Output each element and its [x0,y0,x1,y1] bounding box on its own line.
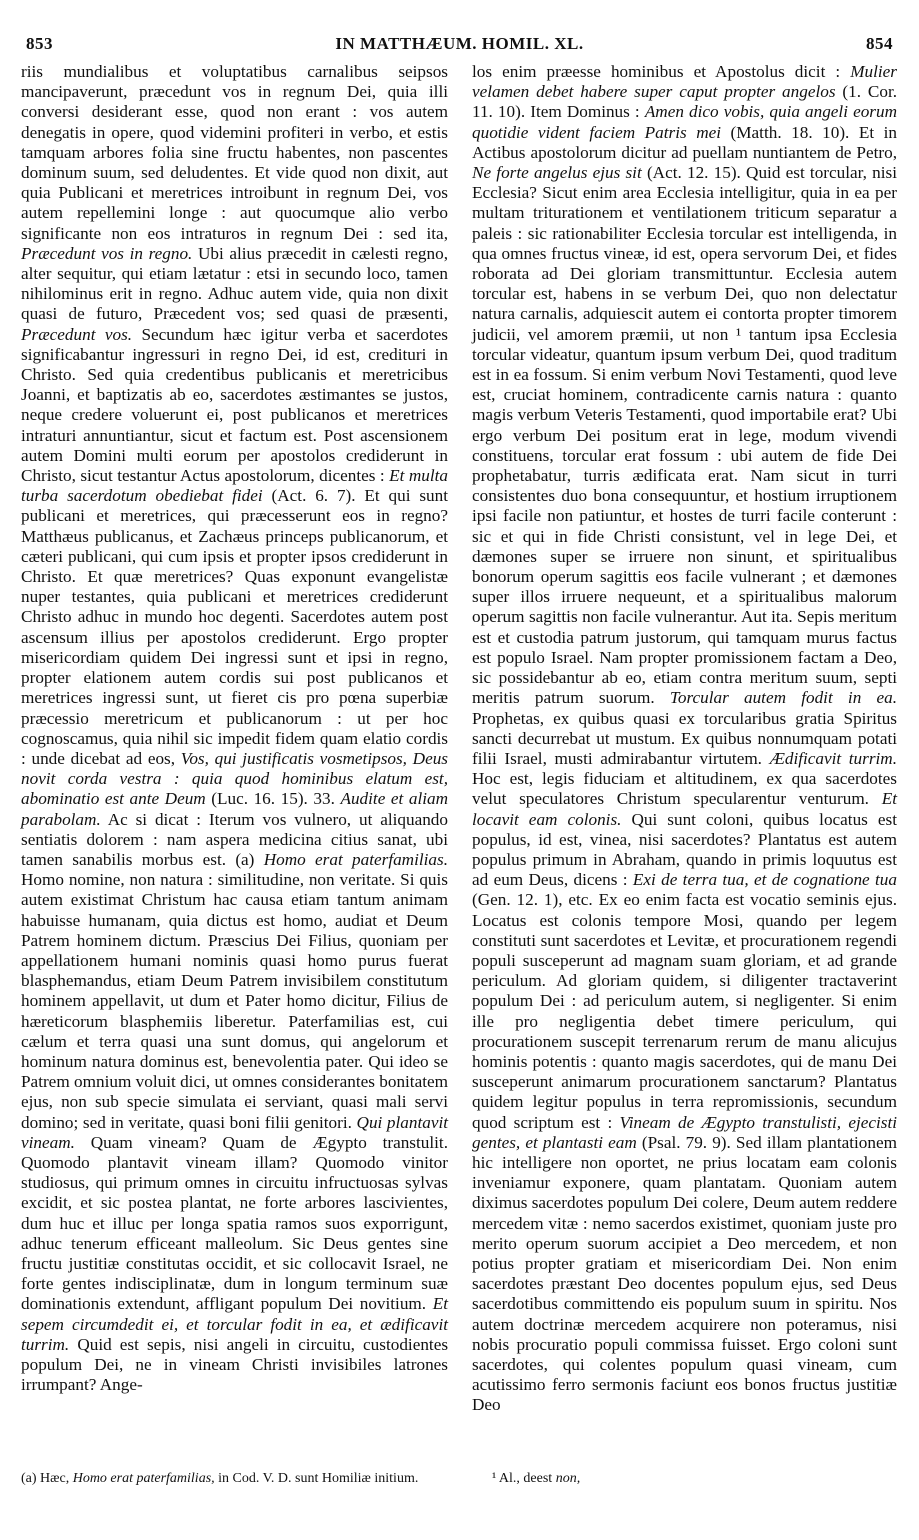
right-column [472,62,897,1416]
left-column [21,62,448,1395]
footnote-left: (a) Hæc, Homo erat paterfamilias, in Cod. V. D. sunt Homiliæ initium. [21,1471,419,1486]
running-title: IN MATTHÆUM. HOMIL. XL. [335,34,584,53]
footnote-right: ¹ Al., deest non, [492,1471,581,1486]
page-number-right: 854 [866,34,893,53]
page-number-left: 853 [26,34,53,53]
left-column-text: riis mundialibus et voluptatibus carnalibus seipsos mancipaverunt, præcedunt vos in regnum Dei, quia illi conversi desiderant esse, quod non erant : vos autem denegatis in opere, quod videmini profiteri in verbo, et estis tamquam arbores folia sine fructu habentes, non pascentes dominum suum, sed deludentes. Et vide quod non dixit, aut quia Publicani et meretrices introibunt in regnum Dei, vos autem repellemini longe : aut quocumque alio verbo significante non eos intraturos in regnum Dei : sed ita, Præcedunt vos in regno. Ubi alius præcedit in cælesti regno, alter sequitur, qui etiam lætatur : etsi in secundo loco, tamen nihilominus erit in regno. Adhuc autem vide, quia non dixit quasi de futuro, Præcedent vos; sed quasi de præsenti, Præcedunt vos. Secundum hæc igitur verba et sacerdotes significabantur ingressuri in regno Dei, id est, credituri in Christo. Sed quia credentibus publicanis et meretricibus Joanni, et baptizatis ab eo, sacerdotes æstimantes se justos, neque credere voluerunt ei, post publicanos et meretrices intraturi annuntiantur, sicut et factum est. Post ascensionem autem Domini multi eorum per apostolos crediderunt in Christo, sicut testantur Actus apostolorum, dicentes : Et multa turba sacerdotum obediebat fidei (Act. 6. 7). Et qui sunt publicani et meretrices, qui præcesserunt eos in regno? Matthæus publicanus, et Zachæus princeps publicanorum, et cæteri publicani, qui cum ipsis et propter ipsos crediderunt in Christo. Et quæ meretrices? Quas exponunt evangelistæ nuper testantes, quia publicani et meretrices crediderunt Christo adhuc in mundo hoc degenti. Sacerdotes autem post ascensum illius per apostolos crediderunt. Ergo propter misericordiam quidem Dei ingressi sunt et ipsi in regno, propter elationem autem cordis sui post publicanos et meretrices ingressi sunt, ut fieret cis pro pœna superbiæ præcessio meretricum et publicanorum : ut per hoc cognoscamus, quia nihil sic impedit fidem quam elatio cordis : unde dicebat ad eos, Vos, qui justificatis vosmetipsos, Deus novit corda vestra : quia quod hominibus elatum est, abominatio est ante Deum (Luc. 16. 15). 33. Audite et aliam parabolam. Ac si dicat : Iterum vos vulnero, ut aliquando sentiatis dolorem : nam aspera medicina citius sanat, ubi tamen sanabilis morbus est. (a) Homo erat paterfamilias. Homo nomine, non natura : similitudine, non veritate. Si quis autem existimat Christum hac causa etiam tantum animam habuisse humanam, quia dictus est homo, audiat et Deum Patrem hominem dictum. Præscius Dei Filius, quoniam per appellationem humani nominis quasi homo purus fuerat blasphemandus, etiam Deum Patrem invisibilem constitutum hominem appellavit, ut dum et Pater homo dicitur, Filius de hæreticorum blasphemiis liberetur. Paterfamilias est, cui cælum et terra quasi una sunt domus, qui angelorum et hominum natura dominus est, benevolentia pater. Qui ideo se Patrem omnium voluit dici, ut omnes considerantes bonitatem ejus, non sub specie simulata ei serviant, quasi mali servi domino; sed in veritate, quasi boni filii genitori. Qui plantavit vineam. Quam vineam? Quam de Ægypto transtulit. Quomodo plantavit vineam illam? Quomodo vinitor studiosus, qui primum omnes in circuitu infructuosas sylvas excidit, et sic postea plantat, ne forte arbores lascivientes, dum huc et illuc per longa spatia ramos suos exporrigunt, adhuc tenerum efficeant malleolum. Sic Deus gentes sine fructu justitiæ constitutas occidit, et sic collocavit Israel, ne forte gentes indisciplinatæ, dum in longum terminum suæ dominationis extendunt, affligant populum Dei novitium. Et sepem circumdedit ei, et torcular fodit in ea, et ædificavit turrim. Quid est sepis, nisi angeli in circuitu, custodientes populum Dei, ne in vineam Christi invisibiles latrones irrumpant? Ange- [21,62,449,1395]
right-column-text: los enim præesse hominibus et Apostolus dicit : Mulier velamen debet habere super caput propter angelos (1. Cor. 11. 10). Item Dominus : Amen dico vobis, quia angeli eorum quotidie vident faciem Patris mei (Matth. 18. 10). Et in Actibus apostolorum dicitur ad puellam nuntiantem de Petro, Ne forte angelus ejus sit (Act. 12. 15). Quid est torcular, nisi Ecclesia? Sicut enim area Ecclesia intelligitur, quia in ea per multam triturationem et ventilationem triticum separatur a paleis : sic rationabiliter Ecclesia torcular est intelligenda, in qua omnes fructus vineæ, id est, opera servorum Dei, et fides roborata ad Dei gloriam transmittuntur. Ecclesia autem torcular est, habens in se verbum Dei, quo non delectatur natura carnalis, adquiescit autem ei contorta propter timorem judicii, vel amorem præmii, ut non ¹ tantum ipsa Ecclesia torcular videatur, quantum ipsum verbum Dei, quod traditum est in ea fossum. Si enim verbum Novi Testamenti, quod leve est, cruciat hominem, contradicente carnis natura : quanto magis verbum Veteris Testamenti, quod importabile erat? Ubi ergo verbum Dei positum erat in lege, modum vivendi constituens, torcular erat fossum : ubi autem de fide Dei prophetabatur, turris ædificata erat. Nam sicut in turri consistentes duo bona consequuntur, et hostium irruptionem ipsi facile non patiuntur, et hostes de turri facile conterunt : sic et qui in fide Christi consistunt, vel in lege Dei, et dæmones super se irruere non sinunt, et spiritualibus bonorum operum sagittis eos facile vulnerant ; et dæmones super illos irruere nequeunt, et a spiritualibus malorum operum sagittis non facile vulnerantur. Aut ita. Sepis meritum est et custodia patrum justorum, qui tamquam murus factus est populo Israel. Nam propter promissionem factam a Deo, sic possidebantur ab eo, etiam contra meritum suum, septi meritis patrum suorum. Torcular autem fodit in ea. Prophetas, ex quibus quasi ex torcularibus gratia Spiritus sancti decurrebat ut mustum. Ex quibus nonnumquam potati filii Israel, musti admirabantur virtutem. Ædificavit turrim. Hoc est, legis fiduciam et altitudinem, ex qua sacerdotes velut speculatores Christum specularentur venturum. Et locavit eam colonis. Qui sunt coloni, quibus locatus est populus, id est, vinea, nisi sacerdotes? Plantatus est autem populus primum in Abraham, quando in primis loquutus est ad eum Deus, dicens : Exi de terra tua, et de cognatione tua (Gen. 12. 1), etc. Ex eo enim facta est vocatio seminis ejus. Locatus est colonis tempore Mosi, quando per legem constituti sunt sacerdotes et Levitæ, et procurationem regendi populi susceperunt ad magnam suam gloriam, et ad grande periculum. Ad gloriam quidem, si diligenter tractaverint populum Dei : ad periculum autem, si negligenter. Si enim ille pro negligentia debet timere periculum, qui procurationem suscepit terrenarum rerum de manu alicujus hominis potentis : quanto magis sacerdotes, qui de manu Dei susceperunt animarum procurationem sanctarum? Plantatus quidem legitur populus in terra repromissionis, secundum quod scriptum est : Vineam de Ægypto transtulisti, ejecisti gentes, et plantasti eam (Psal. 79. 9). Sed illam plantationem hic intelligere non oportet, ne prius locatam eam colonis inveniamur exponere, quam plantatam. Quoniam autem diximus sacerdotes populum Dei colere, Deum autem reddere mercedem vitæ : nemo sacerdos existimet, quoniam juste pro merito operum suorum accipiet a Deo mercedem, et non potius propter gratiam et misericordiam Dei. Non enim sacerdotes præstant Deo docentes populum ejus, sed Deus sacerdotibus committendo eis populum suum in spiritu. Nos autem doctrinæ mercedem acquirere non poteramus, nisi nobis procuratio populi commissa fuisset. Ergo coloni sunt sacerdotes, qui colentes populum quasi vineam, cum acutissimo ferro sermonis faciunt eos bonos fructus justitiæ Deo [472,62,898,1415]
running-header [26,34,893,60]
